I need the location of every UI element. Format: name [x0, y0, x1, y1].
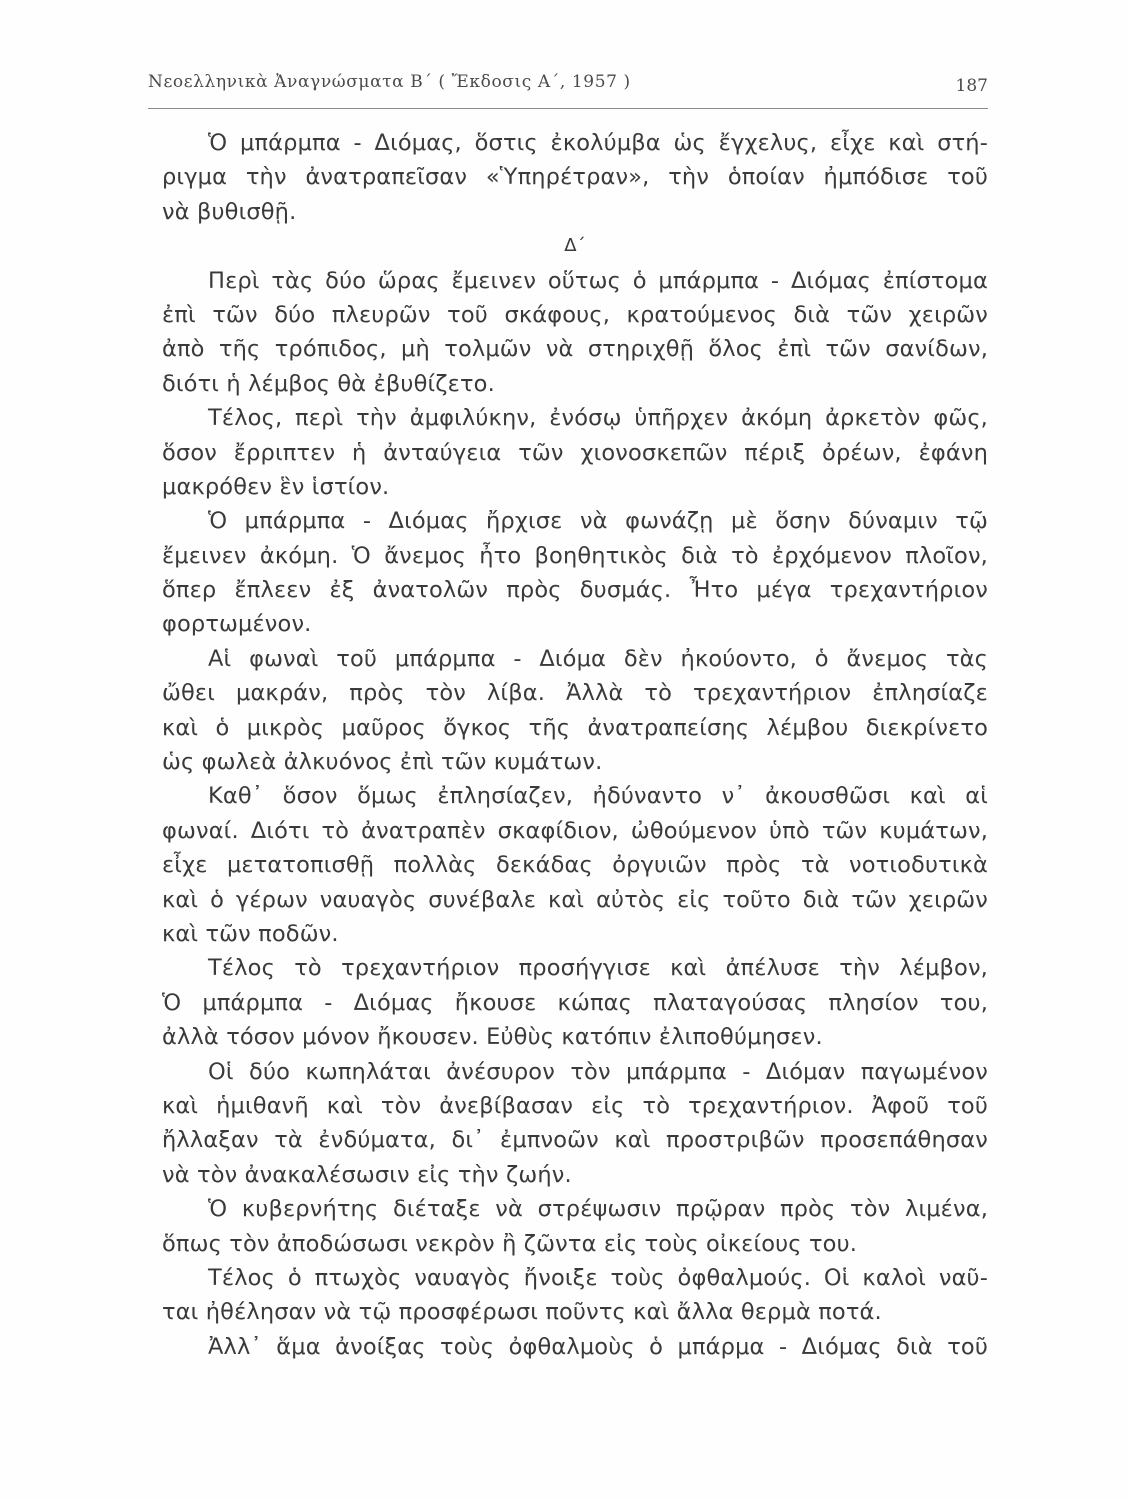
text-line: Περὶ τὰς δύο ὥρας ἔμεινεν οὕτως ὁ μπάρμπα - Διόμας ἐπίστομα	[208, 267, 988, 294]
text-line: ὡς φωλεὰ ἀλκυόνος ἐπὶ τῶν κυμάτων.	[162, 749, 603, 776]
text-line: Ὁ μπάρμπα - Διόμας ἤρχισε νὰ φωνάζῃ μὲ ὅσην δύναμιν τῷ	[208, 508, 988, 535]
text-line: ὤθει μακράν, πρὸς τὸν λίβα. Ἀλλὰ τὸ τρεχαντήριον ἐπλησίαζε	[162, 680, 988, 707]
text-line: Τέλος ὁ πτωχὸς ναυαγὸς ἤνοιξε τοὺς ὀφθαλμούς. Οἱ καλοὶ ναῦ-	[208, 1264, 988, 1291]
text-line: εἶχε μετατοπισθῇ πολλὰς δεκάδας ὀργυιῶν πρὸς τὰ νοτιοδυτικὰ	[162, 852, 988, 879]
text-line: Καθ᾽ ὅσον ὅμως ἐπλησίαζεν, ἠδύναντο ν᾽ ἀκουσθῶσι καὶ αἱ	[208, 783, 988, 810]
page-number: 187	[955, 76, 988, 96]
text-line: Ὁ μπάρμπα - Διόμας, ὅστις ἐκολύμβα ὡς ἔγχελυς, εἶχε καὶ στή-	[208, 130, 988, 156]
section-heading: Δ΄	[564, 235, 586, 257]
text-line: Τέλος τὸ τρεχαντήριον προσήγγισε καὶ ἀπέλυσε τὴν λέμβον,	[208, 955, 988, 982]
text-line: καὶ ὁ γέρων ναυαγὸς συνέβαλε καὶ αὐτὸς εἰς τοῦτο διὰ τῶν χειρῶν	[162, 886, 988, 913]
text-line: ριγμα τὴν ἀνατραπεῖσαν «Ὑπηρέτραν», τὴν ὁποίαν ἠμπόδισε τοῦ	[162, 164, 988, 191]
text-line: Αἱ φωναὶ τοῦ μπάρμπα - Διόμα δὲν ἠκούοντο, ὁ ἄνεμος τὰς	[208, 645, 988, 672]
text-line: φωναί. Διότι τὸ ἀνατραπὲν σκαφίδιον, ὠθούμενον ὑπὸ τῶν κυμάτων,	[162, 817, 988, 844]
header-title: Νεοελληνικὰ Ἀναγνώσματα Β΄ ( Ἔκδοσις Α΄, 1957 )	[148, 72, 631, 92]
body-text	[162, 126, 988, 1364]
text-line: ἐπὶ τῶν δύο πλευρῶν τοῦ σκάφους, κρατούμενος διὰ τῶν χειρῶν	[162, 301, 988, 328]
text-line: ὅπερ ἔπλεεν ἐξ ἀνατολῶν πρὸς δυσμάς. Ἦτο μέγα τρεχαντήριον	[162, 577, 988, 604]
header-rule	[148, 108, 988, 109]
text-line: Ἀλλ᾽ ἅμα ἀνοίξας τοὺς ὀφθαλμοὺς ὁ μπάρμα - Διόμας διὰ τοῦ	[208, 1333, 988, 1360]
text-line: ἀλλὰ τόσον μόνον ἤκουσεν. Εὐθὺς κατόπιν ἐλιποθύμησεν.	[162, 1024, 823, 1051]
text-line: καὶ ὁ μικρὸς μαῦρος ὄγκος τῆς ἀνατραπείσης λέμβου διεκρίνετο	[162, 714, 988, 741]
text-line: ται ἠθέλησαν νὰ τῷ προσφέρωσι ποῦντς καὶ ἄλλα θερμὰ ποτά.	[162, 1299, 882, 1326]
text-line: καὶ τῶν ποδῶν.	[162, 920, 339, 947]
text-line: καὶ ἡμιθανῆ καὶ τὸν ἀνεβίβασαν εἰς τὸ τρεχαντήριον. Ἀφοῦ τοῦ	[162, 1092, 988, 1119]
text-line: νὰ βυθισθῇ.	[162, 198, 297, 225]
text-line: νὰ τὸν ἀνακαλέσωσιν εἰς τὴν ζωήν.	[162, 1161, 572, 1188]
text-line: ἤλλαξαν τὰ ἐνδύματα, δι᾽ ἐμπνοῶν καὶ προστριβῶν προσεπάθησαν	[162, 1127, 988, 1154]
text-line: ἔμεινεν ἀκόμη. Ὁ ἄνεμος ἦτο βοηθητικὸς διὰ τὸ ἐρχόμενον πλοῖον,	[162, 542, 988, 569]
text-line: ἀπὸ τῆς τρόπιδος, μὴ τολμῶν νὰ στηριχθῇ ὅλος ἐπὶ τῶν σανίδων,	[162, 336, 988, 363]
text-line: διότι ἡ λέμβος θὰ ἐβυθίζετο.	[162, 370, 495, 397]
text-line: Οἱ δύο κωπηλάται ἀνέσυρον τὸν μπάρμπα - Διόμαν παγωμένον	[208, 1058, 988, 1085]
text-line: φορτωμένον.	[162, 611, 312, 638]
text-line: Ὁ κυβερνήτης διέταξε νὰ στρέψωσιν πρῷραν πρὸς τὸν λιμένα,	[208, 1196, 988, 1223]
text-line: ὅπως τὸν ἀποδώσωσι νεκρὸν ἢ ζῶντα εἰς τοὺς οἰκείους του.	[162, 1230, 858, 1257]
text-line: Τέλος, περὶ τὴν ἀμφιλύκην, ἐνόσῳ ὑπῆρχεν ἀκόμη ἀρκετὸν φῶς,	[208, 405, 988, 432]
text-line: Ὁ μπάρμπα - Διόμας ἤκουσε κώπας πλαταγούσας πλησίον του,	[162, 989, 988, 1016]
running-header	[148, 66, 988, 106]
text-line: ὅσον ἔρριπτεν ἡ ἀνταύγεια τῶν χιονοσκεπῶν πέριξ ὀρέων, ἐφάνη	[162, 439, 988, 466]
text-line: μακρόθεν ἓν ἱστίον.	[162, 473, 390, 500]
